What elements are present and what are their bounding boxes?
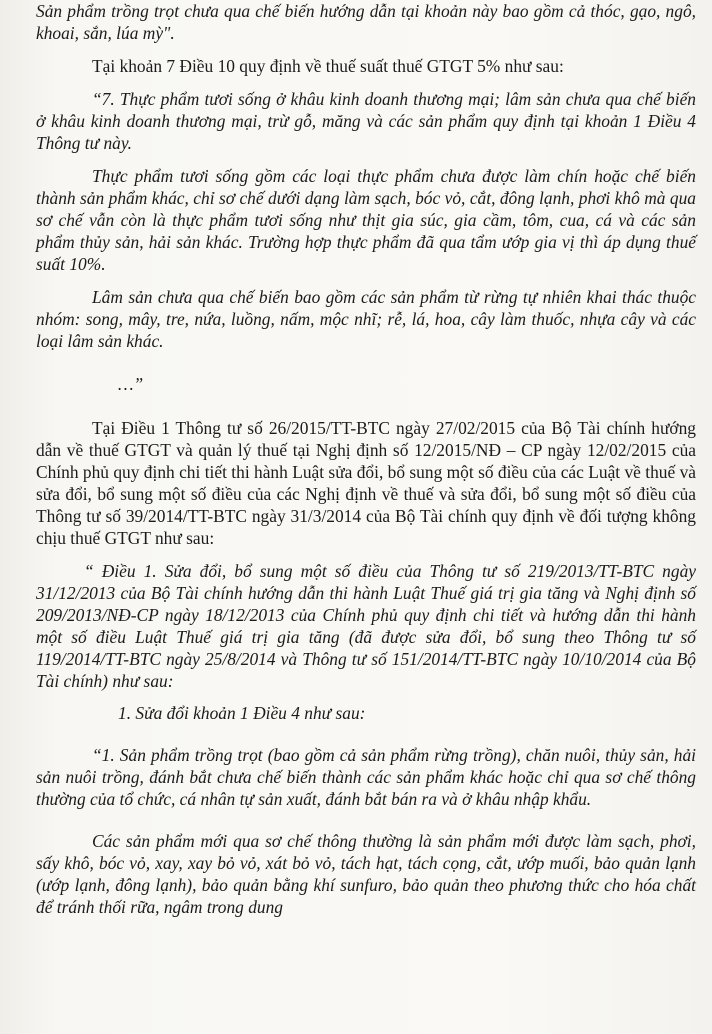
paragraph-amend-clause1: 1. Sửa đổi khoản 1 Điều 4 như sau: [118, 703, 366, 723]
paragraph-ellipsis: …” [118, 374, 144, 394]
paragraph-fresh-food-definition: Thực phẩm tươi sống gồm các loại thực phẩm chưa được làm chín hoặc chế biến thành sản phẩm khác, chỉ sơ chế dưới dạng làm sạch, bóc vỏ, cắt, đông lạnh, phơi khô mà qua sơ chế vẫn còn là thực phẩm tươi sống như thịt gia súc, gia cầm, tôm, cua, cá và các sản phẩm thủy sản, hải sản khác. Trường hợp thực phẩm đã qua tẩm ướp gia vị thì áp dụng thuế suất 10%. [36, 166, 696, 274]
paragraph-clause7-intro: Tại khoản 7 Điều 10 quy định về thuế suất thuế GTGT 5% như sau: [92, 56, 564, 76]
paragraph-article1-quote: “ Điều 1. Sửa đổi, bổ sung một số điều của Thông tư số 219/2013/TT-BTC ngày 31/12/2013 của Bộ Tài chính hướng dẫn thi hành Luật Thuế giá trị gia tăng và Nghị định số 209/2013/NĐ-CP ngày 18/12/2013 của Chính phủ quy định chi tiết và hướng dẫn thi hành một số điều Luật Thuế giá trị gia tăng (đã được sửa đổi, bổ sung theo Thông tư số 119/2014/TT-BTC ngày 25/8/2014 và Thông tư số 151/2014/TT-BTC ngày 10/10/2014 của Bộ Tài chính) như sau: [36, 561, 696, 691]
paragraph-clause7-quote: “7. Thực phẩm tươi sống ở khâu kinh doanh thương mại; lâm sản chưa qua chế biến ở khâu kinh doanh thương mại, trừ gỗ, măng và các sản phẩm quy định tại khoản 1 Điều 4 Thông tư này. [36, 89, 696, 153]
paragraph-clause1-quote: “1. Sản phẩm trồng trọt (bao gồm cả sản phẩm rừng trồng), chăn nuôi, thủy sản, hải sản nuôi trồng, đánh bắt chưa chế biến thành các sản phẩm khác hoặc chỉ qua sơ chế thông thường của tổ chức, cá nhân tự sản xuất, đánh bắt bán ra và ở khâu nhập khẩu. [36, 745, 696, 809]
paragraph-preliminary-processing: Các sản phẩm mới qua sơ chế thông thường là sản phẩm mới được làm sạch, phơi, sấy khô, bóc vỏ, xay, xay bỏ vỏ, xát bỏ vỏ, tách hạt, tách cọng, cắt, ướp muối, bảo quản lạnh (ướp lạnh, đông lạnh), bảo quản bằng khí sunfuro, bảo quản theo phương thức cho hóa chất để tránh thối rữa, ngâm trong dung [36, 831, 696, 917]
paragraph-circular-26-intro: Tại Điều 1 Thông tư số 26/2015/TT-BTC ngày 27/02/2015 của Bộ Tài chính hướng dẫn về thuế GTGT và quản lý thuế tại Nghị định số 12/2015/NĐ – CP ngày 12/02/2015 của Chính phủ quy định chi tiết thi hành Luật sửa đổi, bổ sung một số điều của các Luật về thuế và sửa đổi, bổ sung một số điều của các Nghị định về thuế và sửa đổi, bổ sung một số điều của Thông tư số 39/2014/TT-BTC ngày 31/3/2014 của Bộ Tài chính quy định về đối tượng không chịu thuế GTGT như sau: [36, 418, 696, 548]
paragraph-crop-products-note: Sản phẩm trồng trọt chưa qua chế biến hướng dẫn tại khoản này bao gồm cả thóc, gạo, ngô, khoai, sắn, lúa mỳ". [36, 1, 696, 43]
paragraph-forest-products: Lâm sản chưa qua chế biến bao gồm các sản phẩm từ rừng tự nhiên khai thác thuộc nhóm: song, mây, tre, nứa, luồng, nấm, mộc nhĩ; rễ, lá, hoa, cây làm thuốc, nhựa cây và các loại lâm sản khác. [36, 287, 696, 351]
